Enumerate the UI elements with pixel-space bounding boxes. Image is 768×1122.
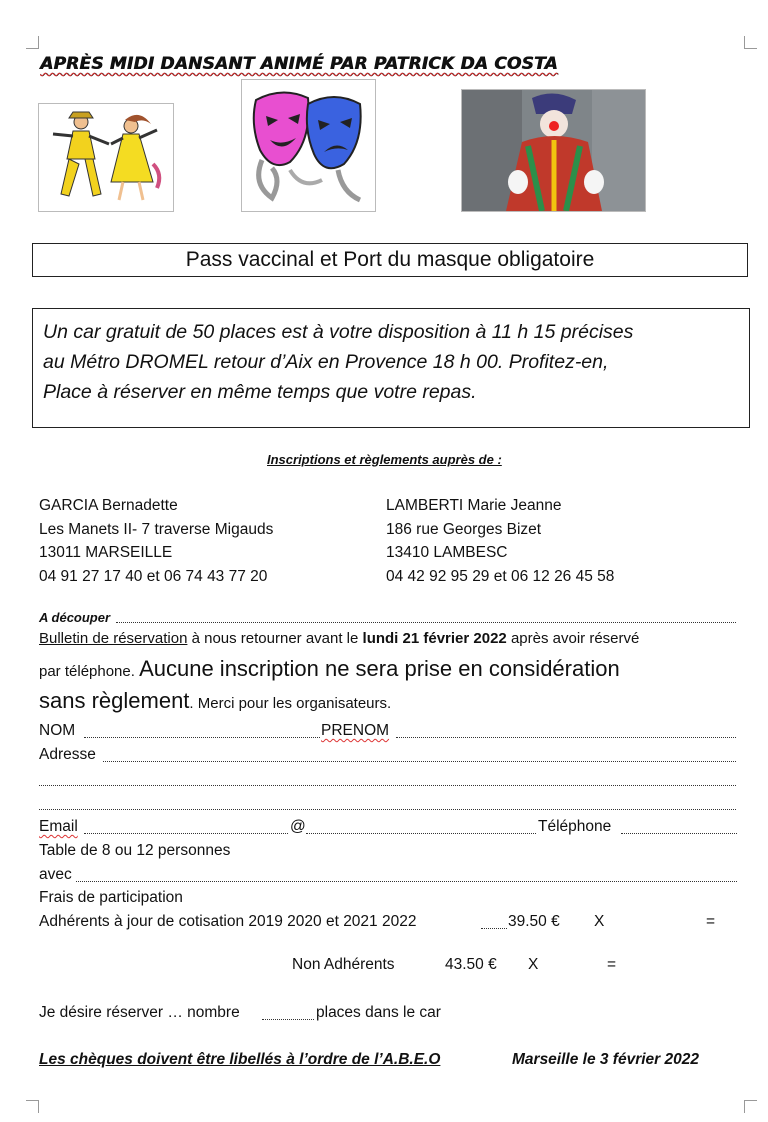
registration-heading: Inscriptions et règlements auprès de : [267, 452, 502, 467]
email-at-sign: @ [290, 818, 306, 835]
equals-sign: = [607, 956, 617, 973]
page-corner-mark [744, 1100, 757, 1113]
bulletin-text: à nous retourner avant le [187, 630, 363, 647]
cheques-notice: Les chèques doivent être libellés à l’ordre de l’A.B.E.O [39, 1051, 441, 1068]
car-seats-prefix: Je désire réserver … nombre [39, 1004, 240, 1021]
page-corner-mark [26, 36, 39, 49]
contact-street: 186 rue Georges Bizet [386, 520, 542, 538]
event-title: APRÈS MIDI DANSANT ANIMÉ PAR PATRICK DA COSTA [40, 54, 558, 74]
table-label: Table de 8 ou 12 personnes [39, 842, 231, 859]
bulletin-warning: Aucune inscription ne sera prise en considération [139, 656, 620, 681]
health-notice-text: Pass vaccinal et Port du masque obligatoire [185, 248, 595, 271]
contact-street: Les Manets II- 7 traverse Migauds [39, 520, 274, 538]
adresse-label: Adresse [39, 746, 96, 763]
prenom-label: PRENOM [321, 722, 390, 739]
bulletin-text: après avoir réservé [506, 630, 640, 647]
place-date: Marseille le 3 février 2022 [512, 1051, 699, 1068]
theatre-masks-image [241, 79, 376, 212]
email-label: Email [39, 818, 78, 835]
adherents-label: Adhérents à jour de cotisation 2019 2020 et 2021 2022 [39, 913, 417, 930]
page-corner-mark [744, 36, 757, 49]
bulletin-line-3 [39, 688, 391, 714]
telephone-label: Téléphone [538, 818, 612, 835]
clown-image [461, 89, 646, 212]
avec-label: avec [39, 866, 72, 883]
cut-label: A découper [39, 610, 111, 625]
contact-name: LAMBERTI Marie Jeanne [386, 497, 562, 514]
bulletin-deadline: lundi 21 février 2022 [362, 630, 507, 647]
cut-line [116, 622, 736, 623]
avec-field[interactable] [76, 881, 737, 882]
contact-city: 13410 LAMBESC [386, 544, 508, 561]
multiply-sign: X [594, 913, 605, 930]
bulletin-thanks: . Merci pour les organisateurs. [189, 695, 392, 712]
non-adherents-label: Non Adhérents [292, 956, 395, 973]
bulletin-line-2 [39, 656, 620, 682]
bus-info-line: Place à réserver en même temps que votre repas. [43, 381, 477, 403]
bulletin-title: Bulletin de réservation [39, 630, 188, 647]
contact-phones: 04 42 92 95 29 et 06 12 26 45 58 [386, 567, 615, 585]
non-adherents-price: 43.50 € [445, 956, 497, 973]
nom-field[interactable] [84, 737, 320, 738]
contact-right [386, 494, 614, 588]
contact-name: GARCIA Bernadette [39, 497, 178, 514]
multiply-sign: X [528, 956, 539, 973]
equals-sign: = [706, 913, 716, 930]
adresse-field-line-3[interactable] [39, 809, 736, 810]
bus-info-line: au Métro DROMEL retour d’Aix en Provence 18 h 00. Profitez-en, [43, 351, 609, 373]
car-seats-field[interactable] [262, 1019, 314, 1020]
dancers-image [38, 103, 174, 212]
bulletin-text: par téléphone. [39, 663, 140, 680]
page-corner-mark [26, 1100, 39, 1113]
nom-label: NOM [39, 722, 76, 739]
adresse-field-line-2[interactable] [39, 785, 736, 786]
bulletin-warning: sans règlement [39, 688, 190, 713]
adherents-price: 39.50 € [508, 913, 560, 930]
contact-left [39, 494, 273, 588]
health-notice-box [32, 243, 748, 277]
bus-info-line: Un car gratuit de 50 places est à votre disposition à 11 h 15 précises [43, 321, 634, 343]
email-domain-field[interactable] [306, 833, 536, 834]
car-seats-suffix: places dans le car [316, 1004, 441, 1021]
frais-label: Frais de participation [39, 889, 183, 906]
bus-info-box [32, 308, 750, 428]
prenom-field[interactable] [396, 737, 736, 738]
adresse-field[interactable] [103, 761, 736, 762]
contact-phones: 04 91 27 17 40 et 06 74 43 77 20 [39, 567, 268, 585]
telephone-field[interactable] [621, 833, 737, 834]
bulletin-paragraph [39, 629, 749, 649]
contact-city: 13011 MARSEILLE [39, 544, 173, 561]
adherents-quantity-field[interactable] [481, 928, 507, 929]
email-field[interactable] [84, 833, 288, 834]
